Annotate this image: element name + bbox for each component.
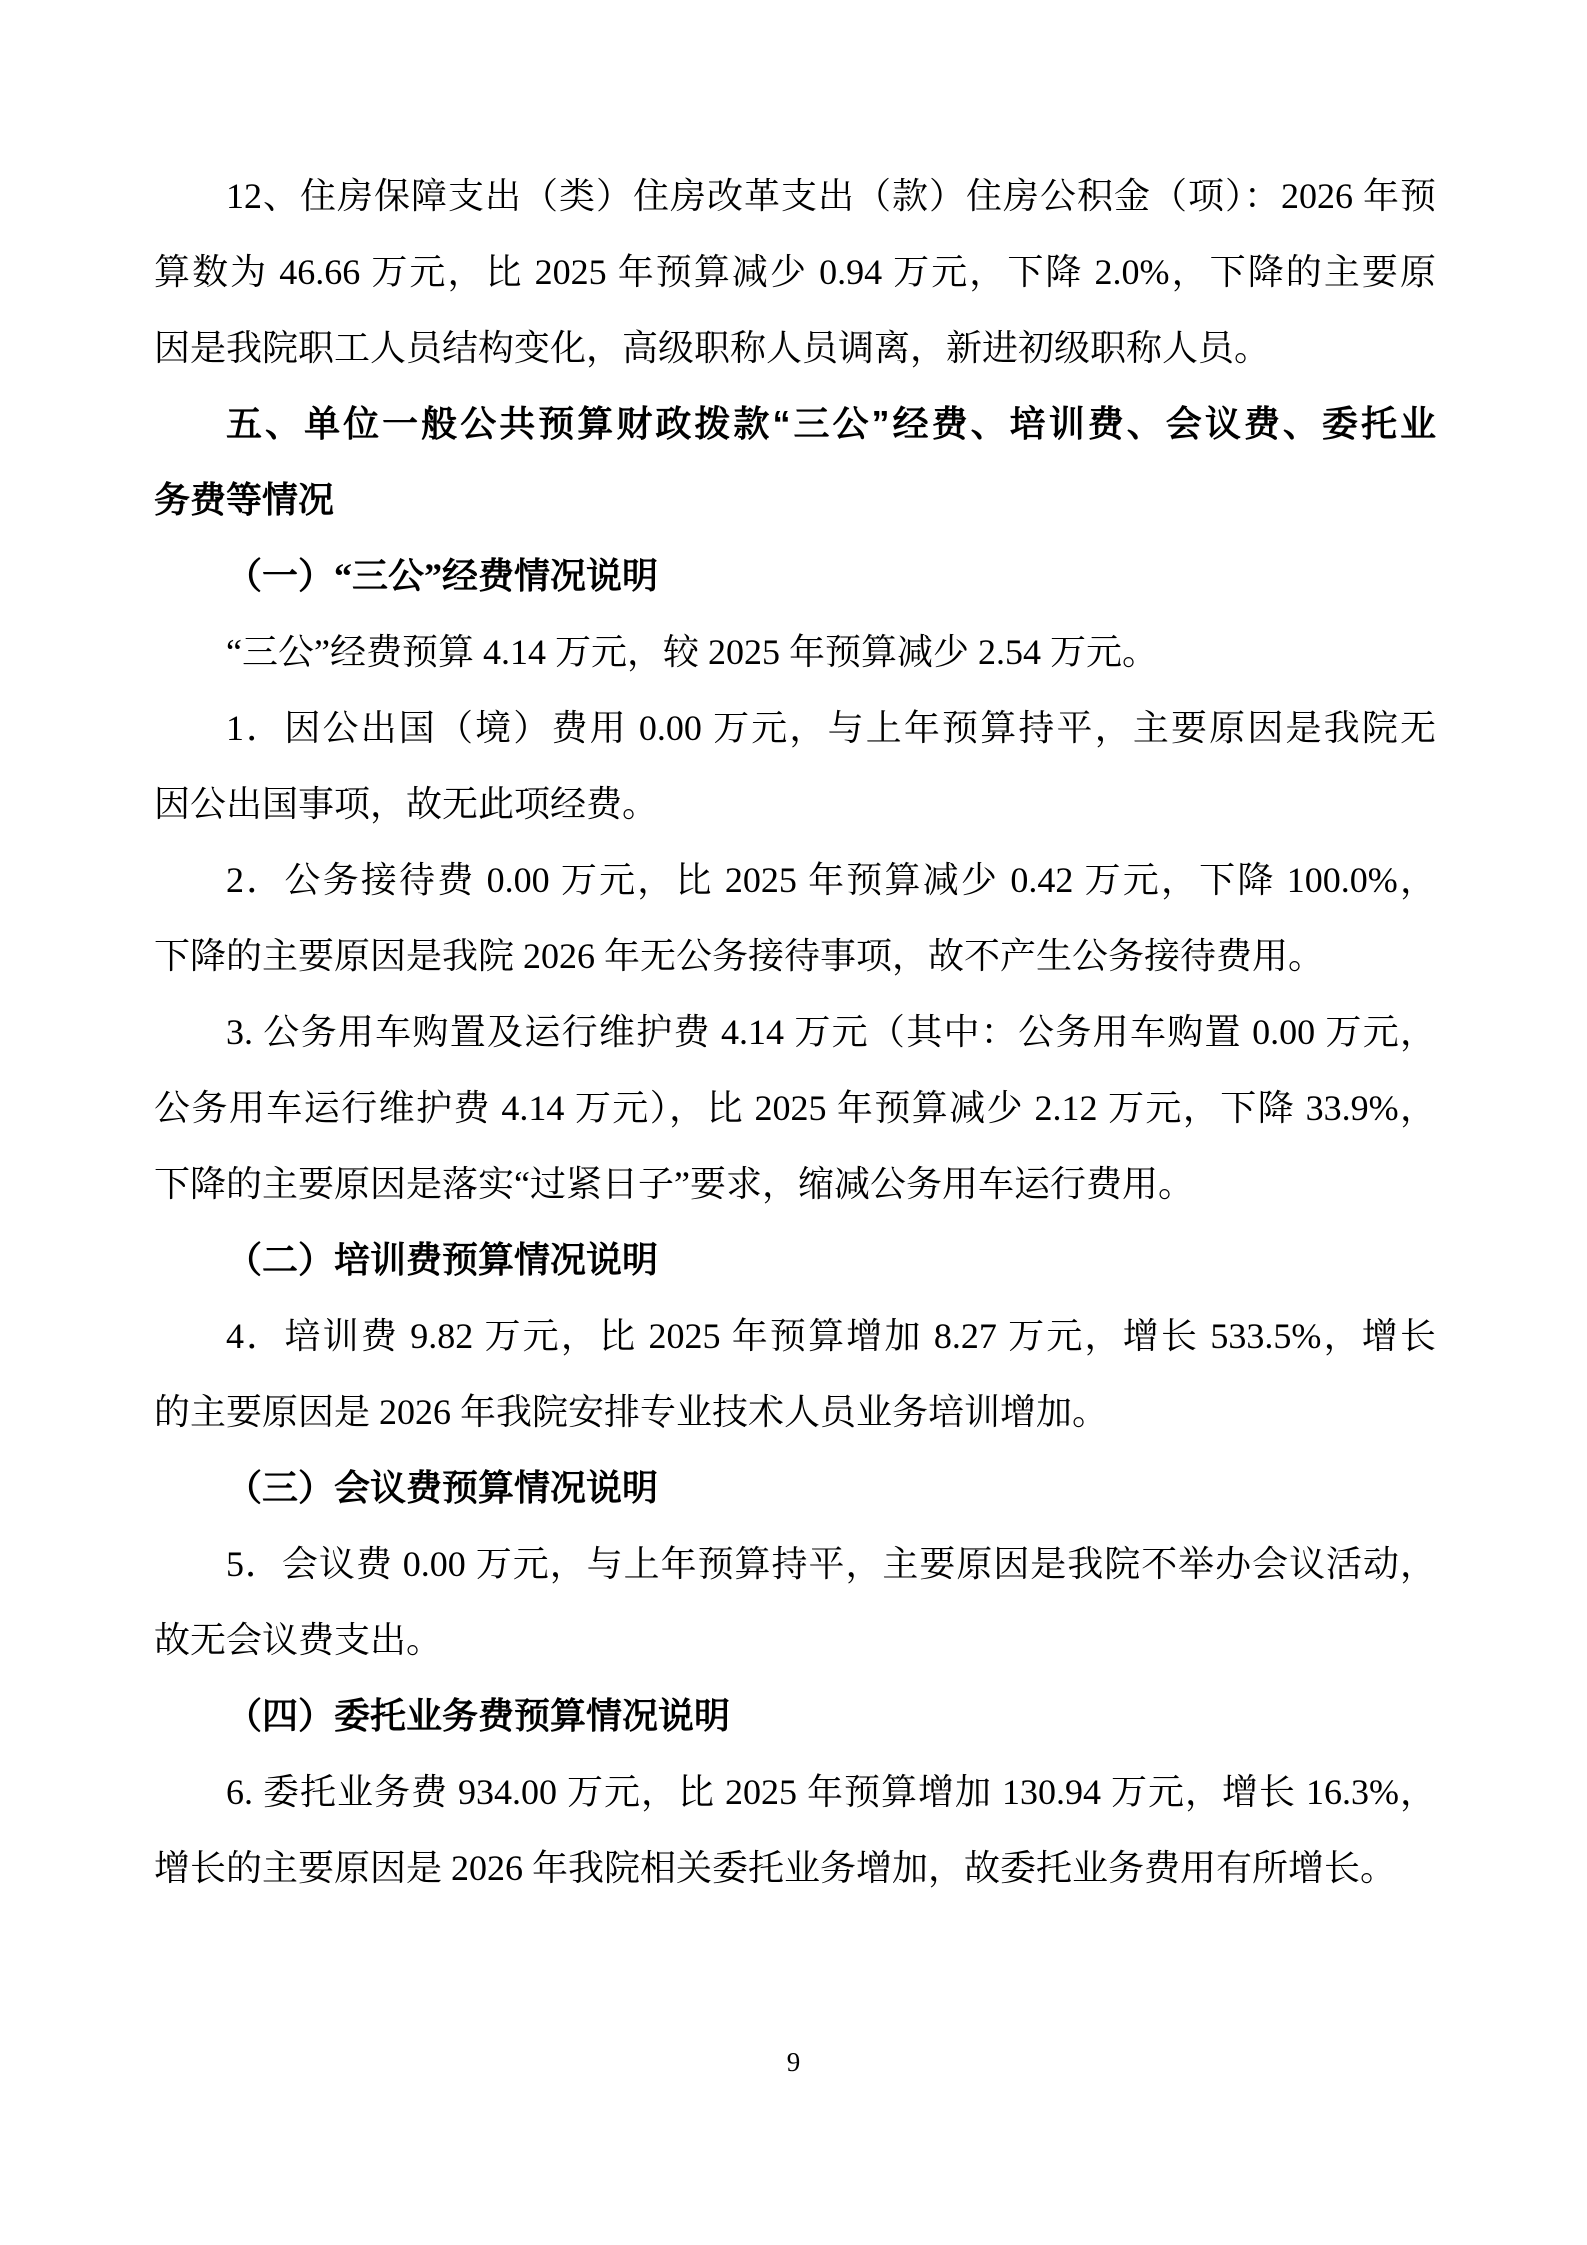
text-line: 4．培训费 9.82 万元，比 2025 年预算增加 8.27 万元，增长 533.5%，增长 [226,1316,1436,1356]
document-body [154,158,1436,1906]
paragraph [154,1298,1436,1450]
paragraph [154,690,1436,842]
paragraph [154,842,1436,994]
section-heading [154,538,1436,614]
text-line: 因是我院职工人员结构变化，高级职称人员调离，新进初级职称人员。 [154,328,1271,368]
text-line: （三）会议费预算情况说明 [226,1468,659,1508]
text-line: （四）委托业务费预算情况说明 [226,1696,731,1736]
text-line: 3. 公务用车购置及运行维护费 4.14 万元（其中：公务用车购置 0.00 万元， [226,1012,1436,1052]
paragraph [154,158,1436,386]
text-line: 五、单位一般公共预算财政拨款“三公”经费、培训费、会议费、委托业 [226,403,1436,444]
section-heading [154,386,1436,538]
text-line: 因公出国事项，故无此项经费。 [154,784,659,824]
text-line: （一）“三公”经费情况说明 [226,556,659,596]
text-line: 1．因公出国（境）费用 0.00 万元，与上年预算持平，主要原因是我院无 [226,708,1436,748]
paragraph [154,614,1436,690]
text-line: 公务用车运行维护费 4.14 万元），比 2025 年预算减少 2.12 万元，下降 33.9%， [154,1088,1436,1128]
section-heading [154,1222,1436,1298]
text-line: 6. 委托业务费 934.00 万元，比 2025 年预算增加 130.94 万元，增长 16.3%， [226,1772,1436,1812]
text-line: 12、住房保障支出（类）住房改革支出（款）住房公积金（项）：2026 年预 [226,176,1436,216]
section-heading [154,1678,1436,1754]
text-line: 增长的主要原因是 2026 年我院相关委托业务增加，故委托业务费用有所增长。 [154,1848,1397,1888]
text-line: “三公”经费预算 4.14 万元，较 2025 年预算减少 2.54 万元。 [226,632,1158,672]
text-line: 2．公务接待费 0.00 万元，比 2025 年预算减少 0.42 万元，下降 100.0%， [226,860,1436,900]
text-line: 的主要原因是 2026 年我院安排专业技术人员业务培训增加。 [154,1392,1109,1432]
text-line: 算数为 46.66 万元，比 2025 年预算减少 0.94 万元，下降 2.0%，下降的主要原 [154,252,1436,292]
section-heading [154,1450,1436,1526]
text-line: 5．会议费 0.00 万元，与上年预算持平，主要原因是我院不举办会议活动， [226,1544,1436,1584]
paragraph [154,994,1436,1222]
text-line: 故无会议费支出。 [154,1620,443,1660]
text-line: 下降的主要原因是我院 2026 年无公务接待事项，故不产生公务接待费用。 [154,936,1325,976]
text-line: 下降的主要原因是落实“过紧日子”要求，缩减公务用车运行费用。 [154,1164,1194,1204]
paragraph [154,1526,1436,1678]
paragraph [154,1754,1436,1906]
text-line: （二）培训费预算情况说明 [226,1240,659,1280]
page-number: 9 [786,2047,801,2077]
text-line: 务费等情况 [154,479,335,520]
